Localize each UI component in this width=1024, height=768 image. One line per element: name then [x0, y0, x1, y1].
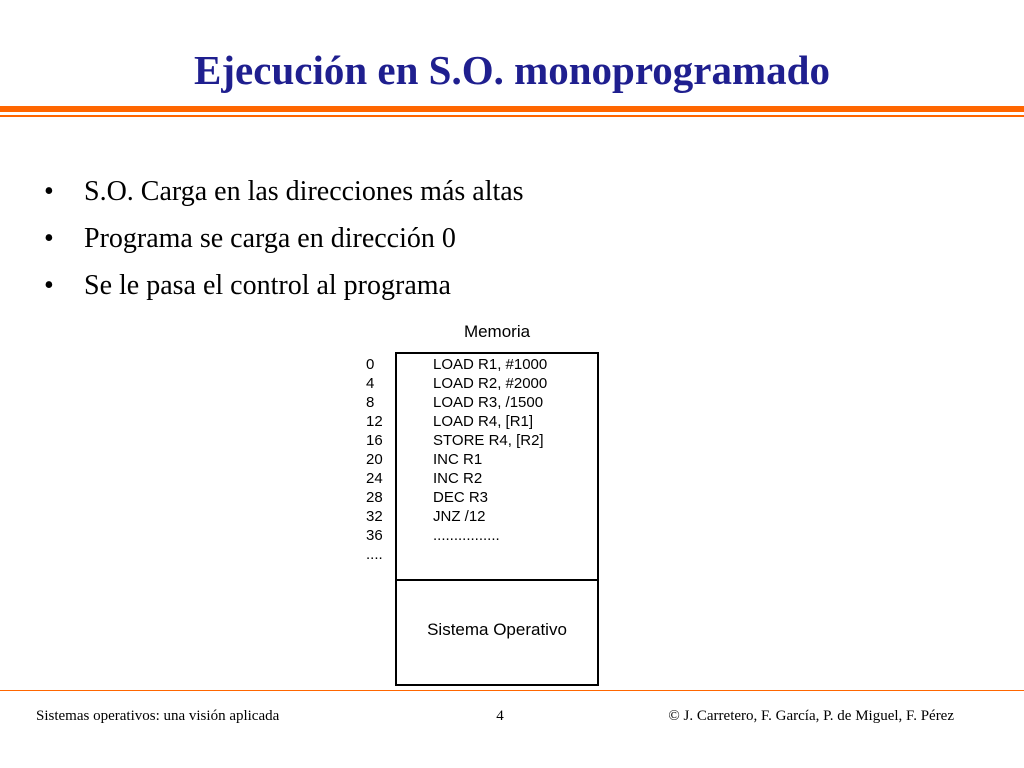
- instruction: STORE R4, [R2]: [433, 432, 544, 449]
- instruction: LOAD R4, [R1]: [433, 413, 534, 430]
- instruction: INC R2: [433, 470, 483, 487]
- instruction: LOAD R1, #1000: [433, 356, 548, 373]
- memory-address: 4: [366, 375, 375, 392]
- memory-address: 8: [366, 394, 375, 411]
- memory-address: 36: [366, 527, 383, 544]
- memory-address: ....: [366, 546, 383, 563]
- instruction: ................: [433, 527, 500, 544]
- instruction: JNZ /12: [433, 508, 486, 525]
- title-rule-thick: [0, 106, 1024, 112]
- page-number: 4: [496, 708, 504, 724]
- bullet-marker: •: [44, 223, 54, 254]
- footer-rule: [0, 690, 1024, 691]
- instruction: LOAD R2, #2000: [433, 375, 548, 392]
- bullet-marker: •: [44, 270, 54, 301]
- title-rule-thin: [0, 115, 1024, 117]
- instruction: INC R1: [433, 451, 483, 468]
- memory-address: 0: [366, 356, 375, 373]
- bullet-text: Se le pasa el control al programa: [84, 270, 451, 301]
- footer-copyright: © J. Carretero, F. García, P. de Miguel, F. Pérez: [668, 708, 954, 724]
- bullet-text: S.O. Carga en las direcciones más altas: [84, 176, 524, 207]
- memory-address: 20: [366, 451, 383, 468]
- slide-title: Ejecución en S.O. monoprogramado: [194, 47, 830, 93]
- program-region: [433, 355, 547, 545]
- os-region-label: Sistema Operativo: [427, 620, 567, 639]
- memory-address: 24: [366, 470, 383, 487]
- footer-book-title: Sistemas operativos: una visión aplicada: [36, 708, 280, 724]
- instruction: LOAD R3, /1500: [433, 394, 544, 411]
- memory-address: 28: [366, 489, 383, 506]
- memory-address: 32: [366, 508, 383, 525]
- memory-address: 12: [366, 413, 383, 430]
- bullet-marker: •: [44, 176, 54, 207]
- memory-address: 16: [366, 432, 383, 449]
- memory-label: Memoria: [463, 322, 531, 341]
- address-column: [366, 355, 383, 564]
- memory-divider: [397, 579, 597, 581]
- bullet-text: Programa se carga en dirección 0: [84, 223, 456, 254]
- instruction: DEC R3: [433, 489, 489, 506]
